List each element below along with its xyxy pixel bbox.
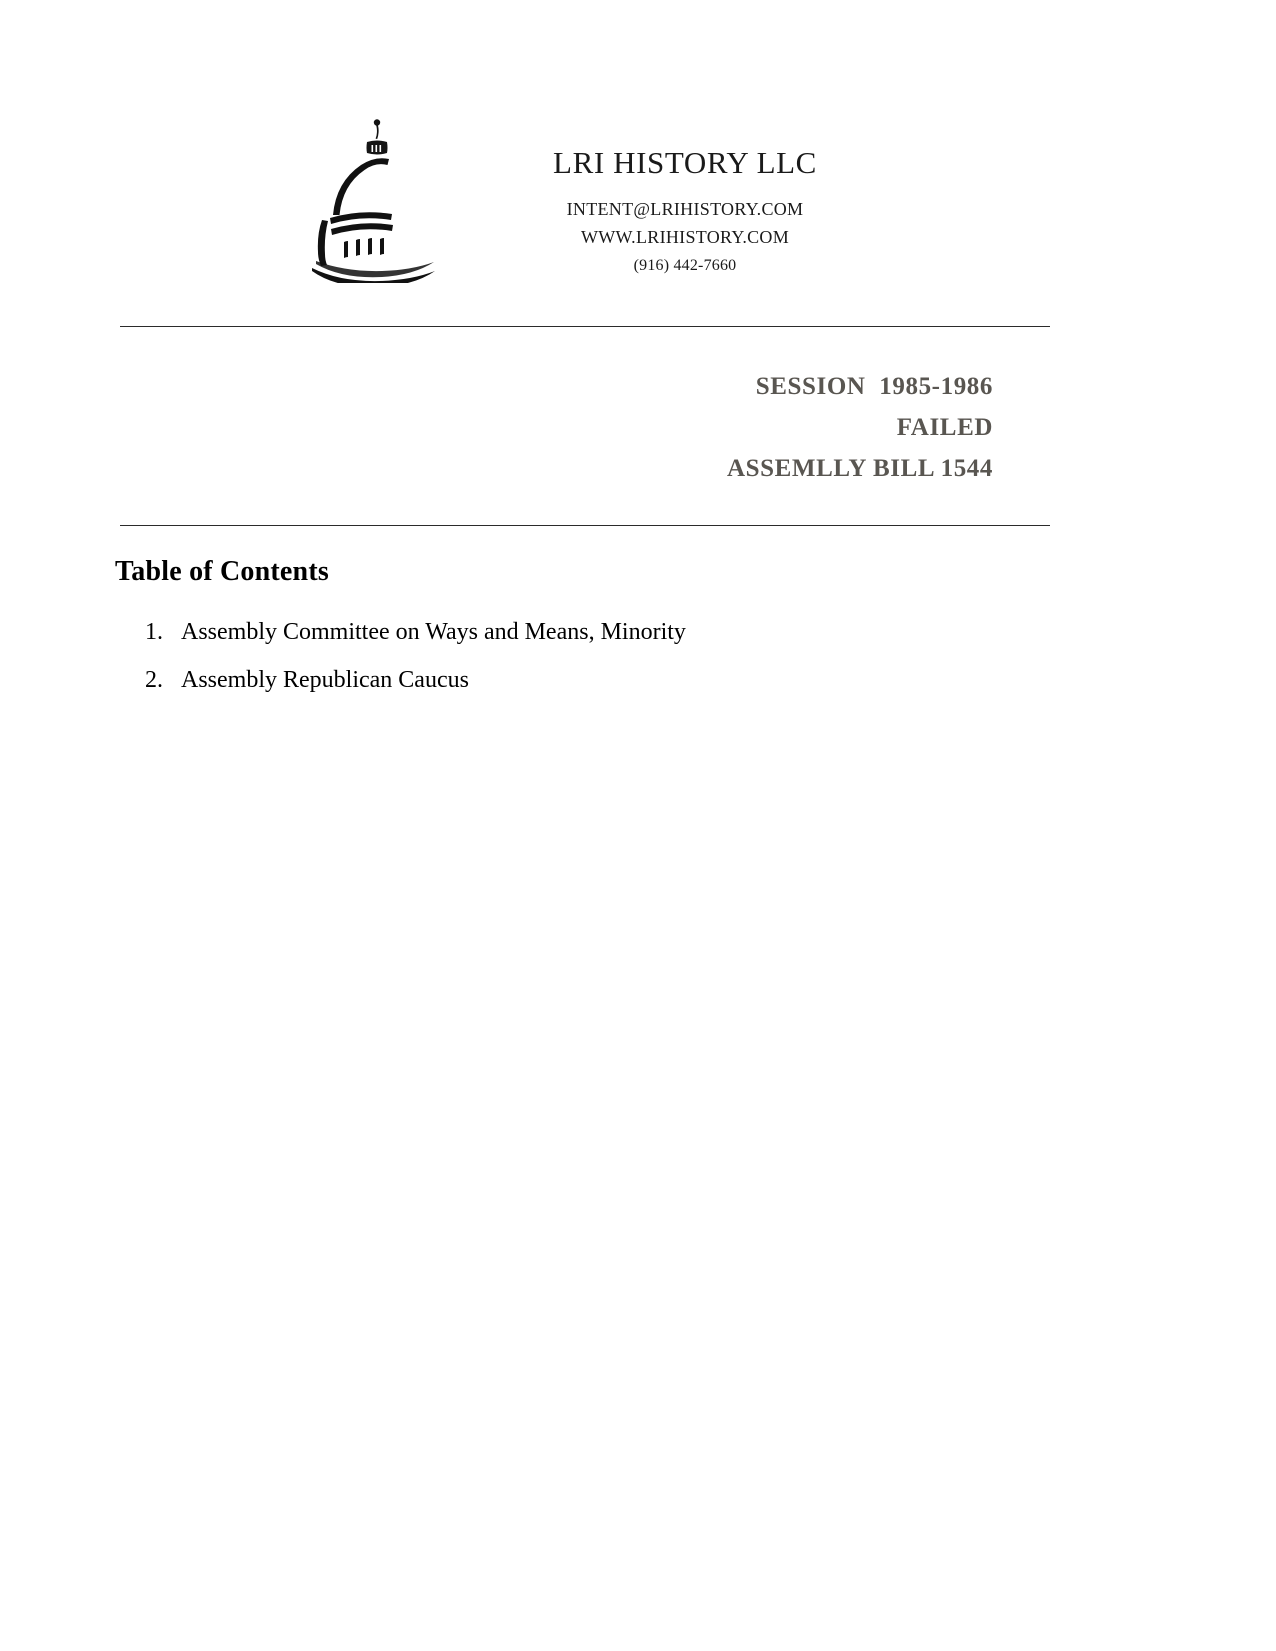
- list-item[interactable]: [145, 668, 1045, 692]
- letterhead: [0, 118, 1276, 283]
- status-line: FAILED: [896, 414, 993, 441]
- contact-email: INTENT@LRIHISTORY.COM: [566, 199, 804, 220]
- bill-line: ASSEMLLY BILL 1544: [727, 455, 993, 482]
- session-block: [120, 366, 993, 489]
- list-item-number: 1.: [145, 619, 163, 645]
- masthead: [470, 118, 900, 279]
- session-line: SESSION 1985-1986: [755, 373, 993, 400]
- list-item-number: 2.: [145, 667, 163, 693]
- logo: [290, 118, 460, 283]
- organization-name: LRI HISTORY LLC: [553, 145, 817, 180]
- contact-phone: (916) 442-7660: [633, 256, 737, 274]
- contact-website: WWW.LRIHISTORY.COM: [580, 226, 790, 247]
- horizontal-rule-bottom: [120, 525, 1050, 526]
- page-title: Table of Contents: [115, 556, 329, 587]
- list-item-label: Assembly Republican Caucus: [181, 667, 469, 693]
- capitol-dome-icon: [300, 118, 450, 283]
- table-of-contents-list: [145, 620, 1045, 716]
- list-item-label: Assembly Committee on Ways and Means, Minority: [181, 619, 686, 645]
- horizontal-rule-top: [120, 326, 1050, 327]
- list-item[interactable]: [145, 620, 1045, 644]
